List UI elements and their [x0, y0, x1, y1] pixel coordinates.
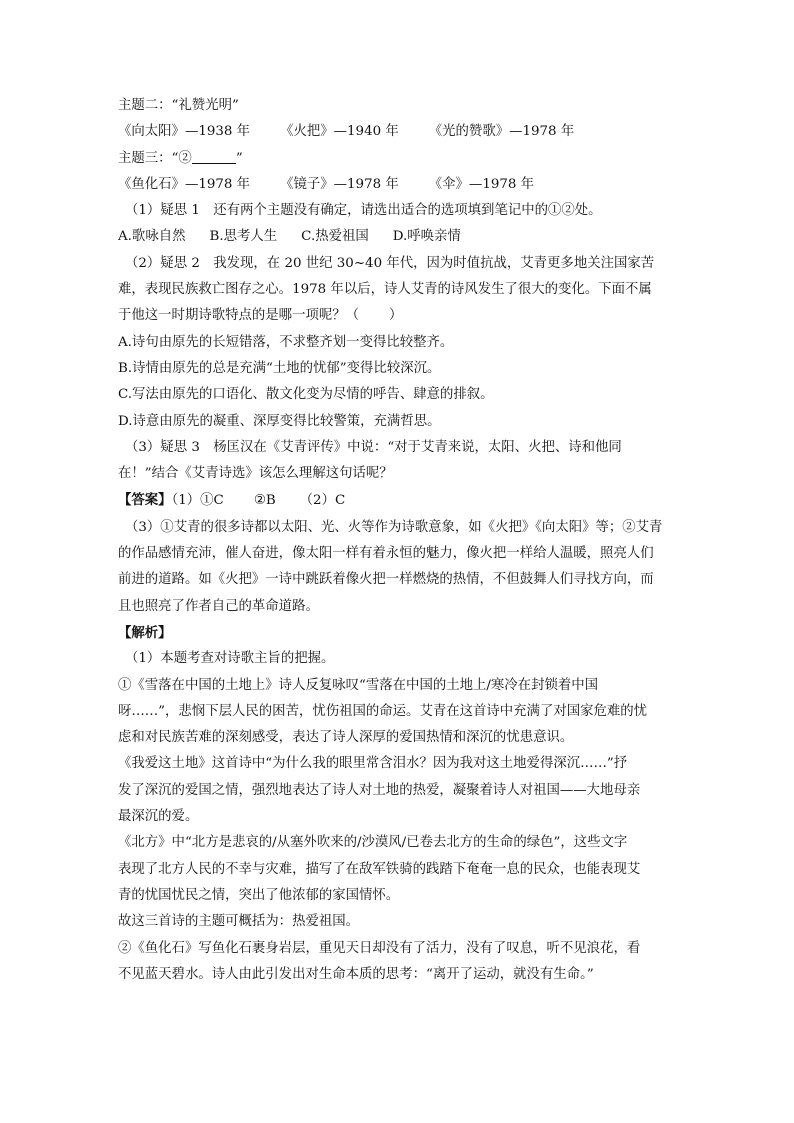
option-c: C.热爱祖国 [301, 229, 369, 245]
question-1-stem: （1）疑思 1 还有两个主题没有确定，请选出适合的选项填到笔记中的①②处。 [125, 203, 602, 219]
answer-blank [192, 149, 236, 164]
analysis-label: 【解析】 [118, 624, 172, 641]
analysis-line: 《我爱这土地》这首诗中“为什么我的眼里常含泪水？因为我对这土地爱得深沉……”抒 [118, 756, 628, 772]
question-3-stem-line: （3）疑思 3 杨匡汉在《艾青评传》中说：“对于艾青来说，太阳、火把、诗和他同 [125, 439, 622, 455]
analysis-line: 呀……”，悲悯下层人民的困苦，忧伤祖国的命运。艾青在这首诗中充满了对国家危难的忧 [118, 703, 648, 719]
document-page [118, 93, 678, 988]
analysis-line: ②《鱼化石》写鱼化石裹身岩层，重见天日却没有了活力，没有了叹息，听不见浪花，看 [118, 940, 641, 956]
question-2-option-c: C.写法由原先的口语化、散文化变为尽情的呼告、肆意的排叙。 [118, 387, 494, 403]
work-item: 《光的赞歌》—1978 年 [428, 124, 575, 140]
analysis-line: 表现了北方人民的不幸与灾难，描写了在敌军铁骑的践踏下奄奄一息的民众，也能表现艾 [118, 861, 641, 877]
answer-3-line: 的作品感情充沛，催人奋进，像太阳一样有着永恒的魅力，像火把一样给人温暖，照亮人们 [118, 546, 654, 562]
theme2-title: 主题二：“礼赞光明” [118, 98, 239, 113]
work-item: 《镜子》—1978 年 [280, 176, 399, 192]
question-2-option-d: D.诗意由原先的凝重、深厚变得比较警策，充满哲思。 [118, 413, 441, 429]
question-2-stem-line: （2）疑思 2 我发现，在 20 世纪 30~40 年代，因为时值抗战，艾青更多地关注国家苦 [125, 255, 655, 271]
theme3-works [118, 172, 678, 198]
analysis-line: 虑和对民族苦难的深刻感受，表达了诗人深厚的爱国热情和深沉的忧患意识。 [118, 730, 574, 746]
answer-line: 【答案】（1）①C ②B （2）C [118, 492, 346, 509]
analysis-line: 《北方》中“北方是悲哀的/从塞外吹来的/沙漠风/已卷去北方的生命的绿色”，这些文字 [118, 835, 628, 851]
theme3-title: 主题三：“② ” [118, 150, 243, 166]
question-1-options [118, 224, 678, 250]
question-2-option-a: A.诗句由原先的长短错落，不求整齐划一变得比较整齐。 [118, 334, 454, 350]
option-b: B.思考人生 [209, 229, 278, 245]
analysis-line: 故这三首诗的主题可概括为：热爱祖国。 [118, 914, 360, 930]
option-a: A.歌咏自然 [118, 229, 186, 245]
option-d: D.呼唤亲情 [392, 229, 461, 245]
answer-label: 【答案】 [118, 492, 172, 509]
theme2-works [118, 119, 678, 145]
question-2-stem-line: 难，表现民族救亡图存之心。1978 年以后，诗人艾青的诗风发生了很大的变化。下面不属 [118, 282, 652, 298]
analysis-line: 青的忧国忧民之情，突出了他浓郁的家国情怀。 [118, 887, 400, 903]
answer-3-line: （3）①艾青的很多诗都以太阳、光、火等作为诗歌意象，如《火把》《向太阳》等；②艾青 [125, 519, 663, 535]
answer-3-line: 前进的道路。如《火把》一诗中跳跃着像火把一样燃烧的热情，不但鼓舞人们寻找方向，而 [118, 572, 654, 588]
analysis-line: 不见蓝天碧水。诗人由此引发出对生命本质的思考：“离开了运动，就没有生命。” [118, 966, 594, 982]
question-2-stem-line: 于他这一时期诗歌特点的是哪一项呢？（ ） [118, 308, 403, 324]
answer-3-line: 且也照亮了作者自己的革命道路。 [118, 598, 319, 614]
analysis-line: （1）本题考查对诗歌主旨的把握。 [125, 651, 335, 667]
analysis-line: 最深沉的爱。 [118, 809, 199, 825]
work-item: 《鱼化石》—1978 年 [118, 176, 251, 192]
question-2-option-b: B.诗情由原先的总是充满“土地的忧郁”变得比较深沉。 [118, 360, 441, 376]
work-item: 《向太阳》—1938 年 [118, 124, 251, 140]
work-item: 《伞》—1978 年 [428, 176, 535, 192]
question-3-stem-line: 在！”结合《艾青诗选》该怎么理解这句话呢？ [118, 466, 393, 482]
analysis-line: ①《雪落在中国的土地上》诗人反复咏叹“雪落在中国的土地上/寒冷在封锁着中国 [118, 677, 599, 693]
analysis-line: 发了深沉的爱国之情，强烈地表达了诗人对土地的热爱，凝聚着诗人对祖国——大地母亲 [118, 782, 641, 798]
work-item: 《火把》—1940 年 [280, 124, 399, 140]
